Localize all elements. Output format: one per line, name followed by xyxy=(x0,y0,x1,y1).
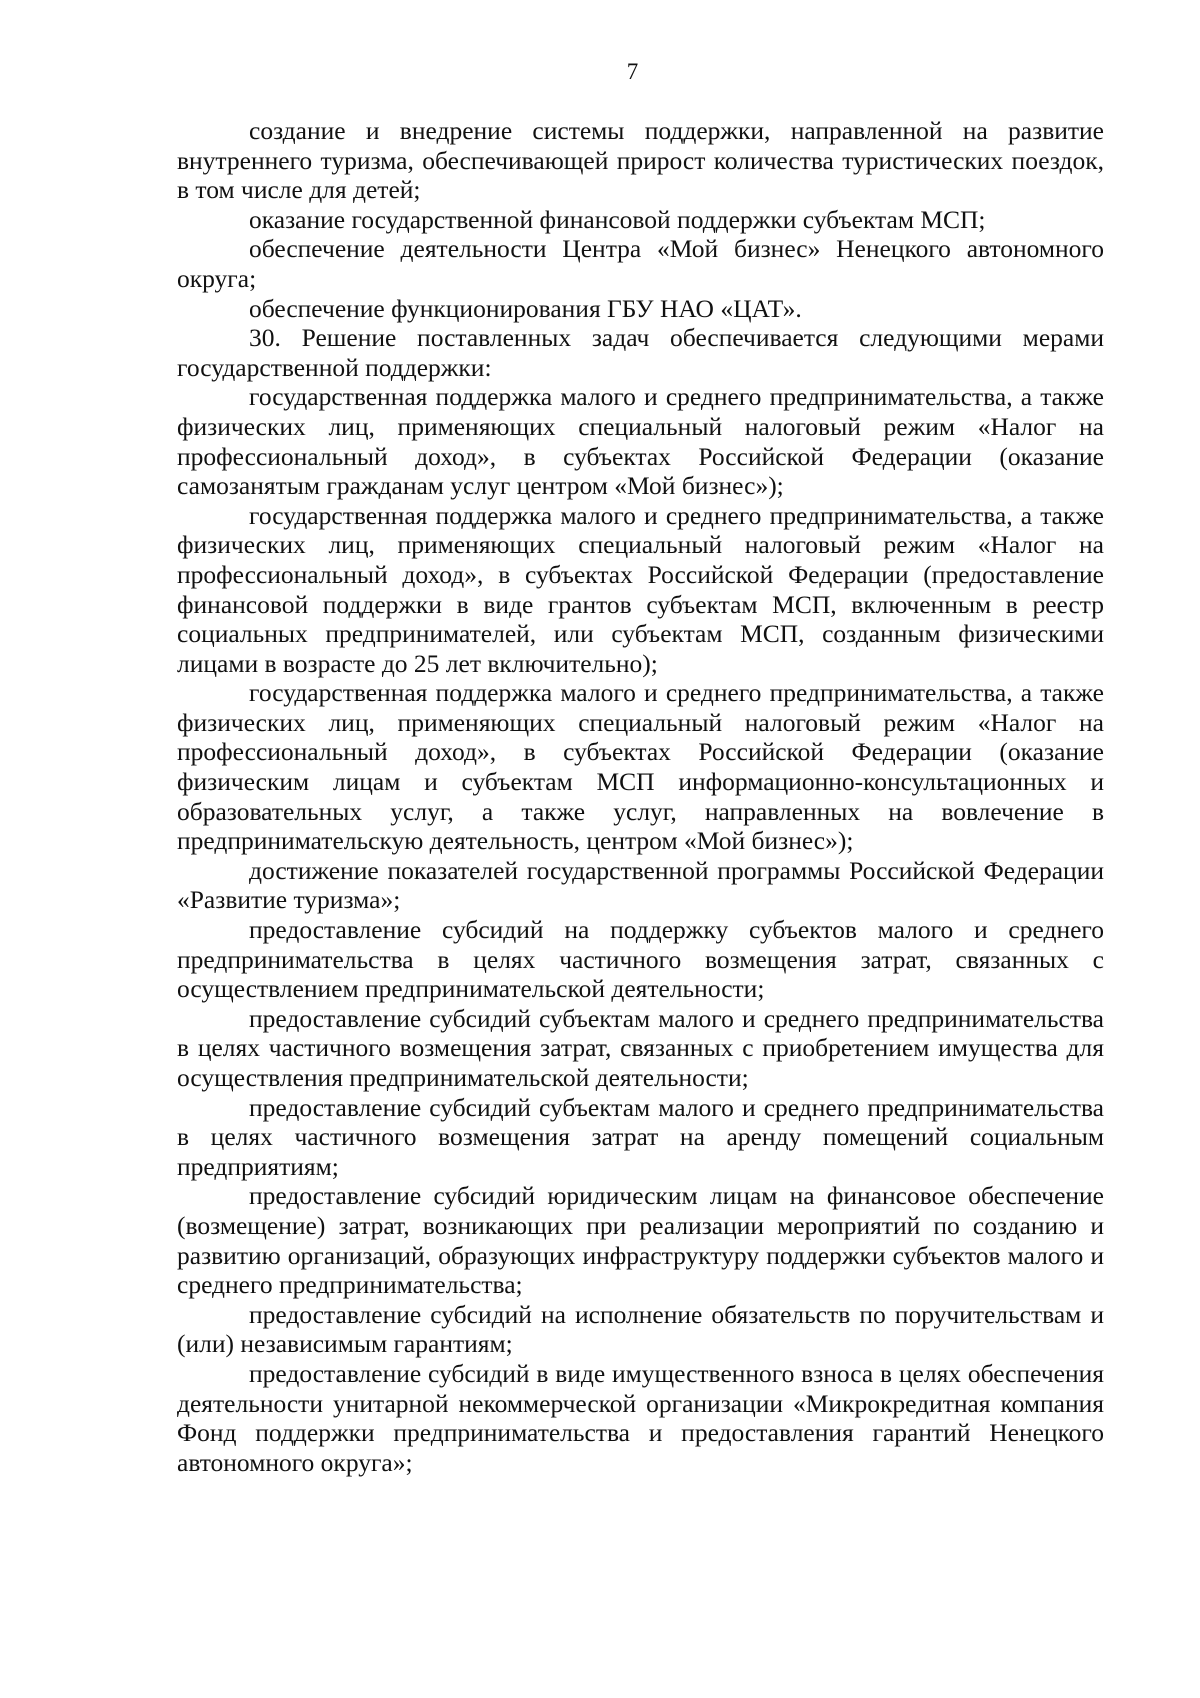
paragraph: обеспечение функционирования ГБУ НАО «ЦАТ». xyxy=(249,293,802,323)
paragraph: обеспечение деятельности Центра «Мой бизнес» Ненецкого автономного округа; xyxy=(177,234,1104,293)
paragraph: государственная поддержка малого и среднего предпринимательства, а также физических лиц, применяющих специальный налоговый режим «Налог на профессиональный доход», в субъектах Российской Федерации (предоставление финансовой поддержки в виде грантов субъектам МСП, включенным в реестр социальных предпринимателей, или субъектам МСП, созданным физическими лицами в возрасте до 25 лет включительно); xyxy=(177,500,1104,678)
section-30-paragraph: 30. Решение поставленных задач обеспечивается следующими мерами государственной поддержки: xyxy=(177,323,1104,382)
page-number: 7 xyxy=(626,59,639,84)
paragraph: достижение показателей государственной программы Российской Федерации «Развитие туризма»; xyxy=(177,855,1104,915)
paragraph: предоставление субсидий субъектам малого и среднего предпринимательства в целях частичного возмещения затрат, связанных с приобретением имущества для осуществления предпринимательской деятельности; xyxy=(177,1003,1104,1092)
paragraph: государственная поддержка малого и среднего предпринимательства, а также физических лиц, применяющих специальный налоговый режим «Налог на профессиональный доход», в субъектах Российской Федерации (оказание физическим лицам и субъектам МСП информационно-консультационных и образовательных услуг, а также услуг, направленных на вовлечение в предпринимательскую деятельность, центром «Мой бизнес»); xyxy=(177,678,1104,856)
paragraph: государственная поддержка малого и среднего предпринимательства, а также физических лиц, применяющих специальный налоговый режим «Налог на профессиональный доход», в субъектах Российской Федерации (оказание самозанятым гражданам услуг центром «Мой бизнес»); xyxy=(177,382,1104,501)
paragraph: предоставление субсидий на поддержку субъектов малого и среднего предпринимательства в целях частичного возмещения затрат, связанных с осуществлением предпринимательской деятельности; xyxy=(177,915,1104,1004)
paragraph: предоставление субсидий субъектам малого и среднего предпринимательства в целях частичного возмещения затрат на аренду помещений социальным предприятиям; xyxy=(177,1092,1104,1181)
paragraph: оказание государственной финансовой поддержки субъектам МСП; xyxy=(249,204,986,234)
paragraph: предоставление субсидий юридическим лицам на финансовое обеспечение (возмещение) затрат, возникающих при реализации мероприятий по созданию и развитию организаций, образующих инфраструктуру поддержки субъектов малого и среднего предпринимательства; xyxy=(177,1181,1104,1300)
paragraph: создание и внедрение системы поддержки, направленной на развитие внутреннего туризма, обеспечивающей прирост количества туристических поездок, в том числе для детей; xyxy=(177,116,1104,205)
paragraph: предоставление субсидий на исполнение обязательств по поручительствам и (или) независимым гарантиям; xyxy=(177,1299,1104,1359)
paragraph: предоставление субсидий в виде имущественного взноса в целях обеспечения деятельности унитарной некоммерческой организации «Микрокредитная компания Фонд поддержки предпринимательства и предоставления гарантий Ненецкого автономного округа»; xyxy=(177,1358,1104,1477)
document-body xyxy=(177,116,1104,1477)
